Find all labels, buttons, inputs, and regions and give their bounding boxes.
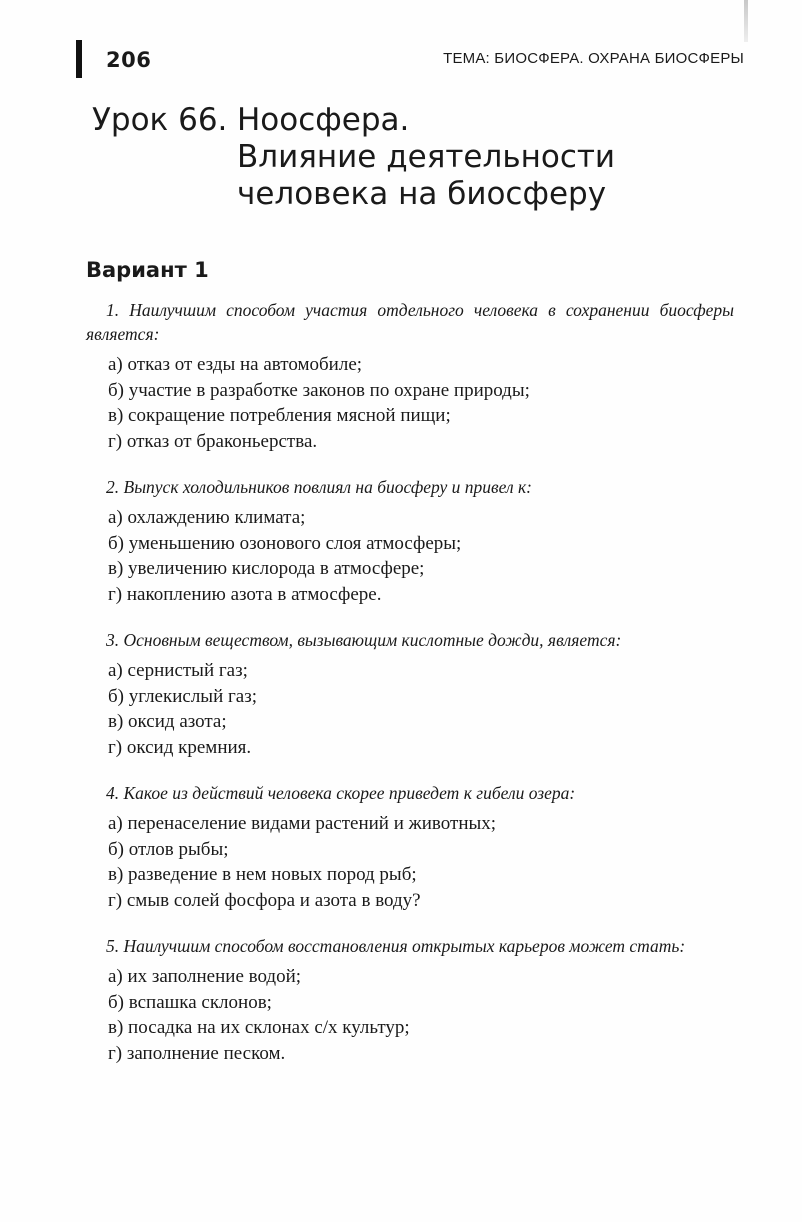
answer-option: г) смыв солей фосфора и азота в воду? (108, 889, 421, 911)
answer-option: б) отлов рыбы; (108, 838, 229, 860)
question-text: 2. Выпуск холодильников повлиял на биосферу и привел к: (106, 477, 532, 497)
lesson-title-line: Ноосфера. (237, 102, 410, 138)
question-list (86, 298, 734, 1087)
lesson-title-line: человека на биосферу (237, 176, 607, 212)
question-text: 1. Наилучшим способом участия отдельного человека в сохранении биосферы является: (86, 300, 734, 344)
answer-option: в) оксид азота; (108, 711, 227, 732)
answer-options (86, 658, 734, 760)
answer-option: в) увеличению кислорода в атмосфере; (108, 558, 425, 579)
lesson-title-lines (237, 102, 677, 213)
answer-option: а) их заполнение водой; (108, 966, 302, 987)
answer-option: г) отказ от браконьерства. (108, 430, 318, 452)
answer-option: б) участие в разработке законов по охране природы; (108, 379, 530, 401)
answer-option: г) оксид кремния. (108, 736, 252, 758)
answer-option: г) заполнение песком. (108, 1042, 286, 1064)
answer-option: в) разведение в нем новых пород рыб; (108, 864, 417, 885)
answer-option: а) охлаждению климата; (108, 507, 306, 528)
page-number: 206 (106, 48, 152, 72)
answer-option: б) вспашка склонов; (108, 991, 272, 1013)
answer-options (86, 811, 734, 913)
answer-option: а) сернистый газ; (108, 660, 248, 681)
question-1 (86, 298, 734, 454)
header-accent-bar (76, 40, 82, 78)
answer-option: в) сокращение потребления мясной пищи; (108, 405, 451, 426)
answer-option: а) перенаселение видами растений и животных; (108, 813, 497, 834)
question-text: 4. Какое из действий человека скорее приведет к гибели озера: (106, 783, 576, 803)
question-4 (86, 781, 734, 913)
answer-option: а) отказ от езды на автомобиле; (108, 354, 363, 375)
scan-edge-mark (744, 0, 748, 42)
answer-option: б) углекислый газ; (108, 685, 257, 707)
answer-option: г) накоплению азота в атмосфере. (108, 583, 382, 605)
answer-options (86, 964, 734, 1066)
question-5 (86, 934, 734, 1066)
answer-options (86, 505, 734, 607)
variant-heading: Вариант 1 (86, 258, 209, 282)
answer-options (86, 352, 734, 454)
question-3 (86, 628, 734, 760)
question-text: 5. Наилучшим способом восстановления открытых карьеров может стать: (106, 936, 686, 956)
question-text: 3. Основным веществом, вызывающим кислотные дожди, является: (106, 630, 622, 650)
lesson-label: Урок 66. (92, 102, 228, 138)
lesson-title-line: Влияние деятельности (237, 139, 616, 175)
running-head: ТЕМА: БИОСФЕРА. ОХРАНА БИОСФЕРЫ (443, 50, 744, 67)
answer-option: б) уменьшению озонового слоя атмосферы; (108, 532, 462, 554)
answer-option: в) посадка на их склонах с/х культур; (108, 1017, 410, 1038)
question-2 (86, 475, 734, 607)
